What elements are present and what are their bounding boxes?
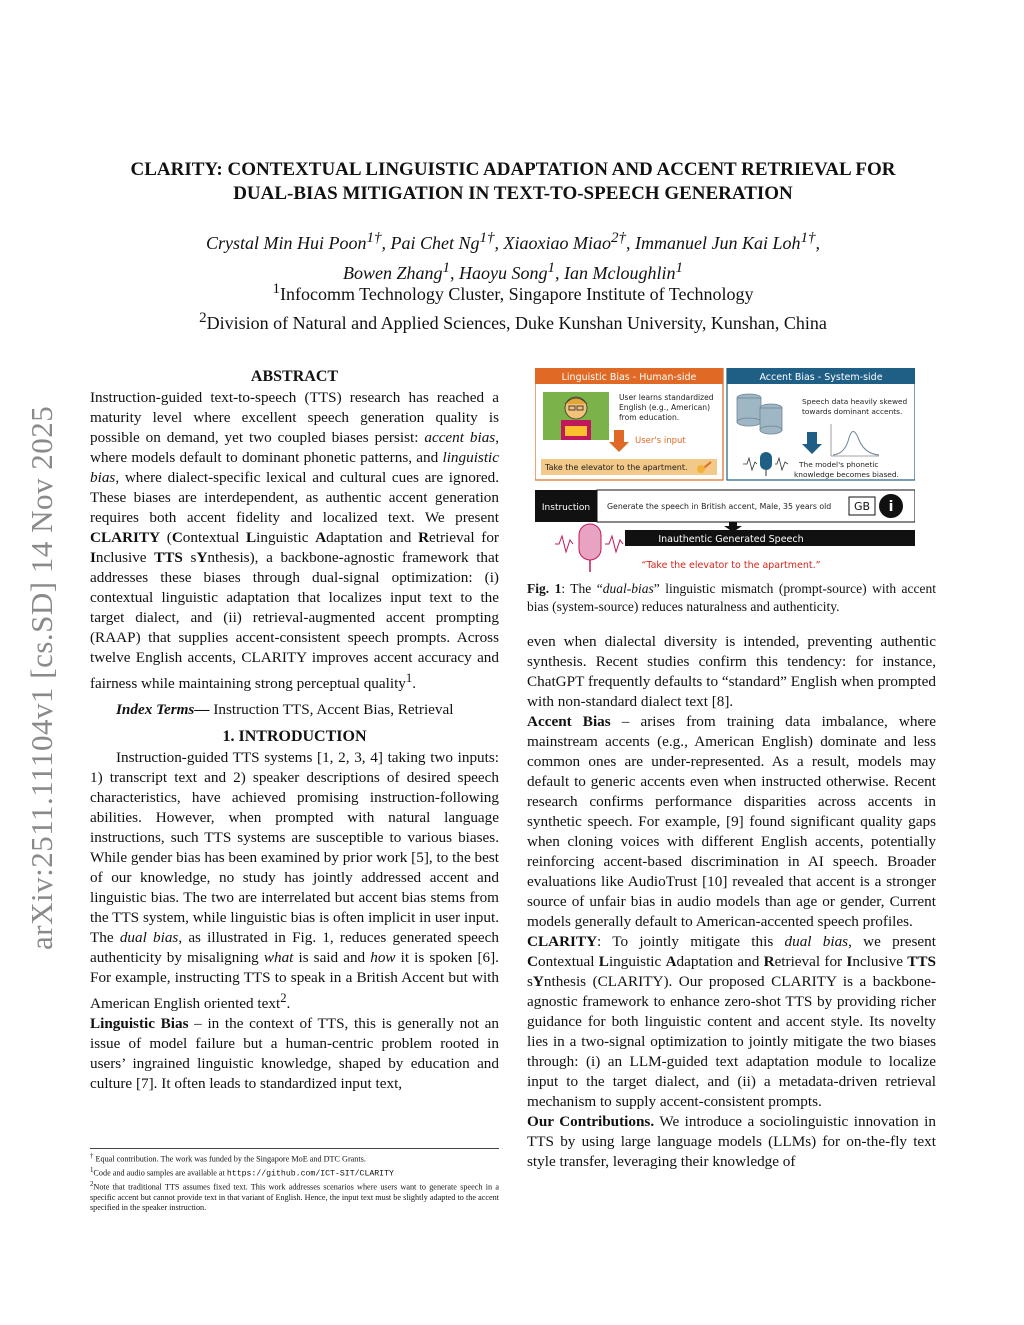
user-avatar-icon xyxy=(543,392,609,440)
affiliation-sup: 1 xyxy=(272,281,280,297)
footnote-symbol: 2 xyxy=(90,1181,94,1189)
text-run: , we present xyxy=(848,933,936,950)
user-text-1: User learns standardized xyxy=(619,393,714,402)
method-name: CLARITY xyxy=(90,529,161,546)
footnote-text: Code and audio samples are available at xyxy=(93,1168,227,1178)
term-accent-bias: accent bias xyxy=(424,429,496,446)
right-panel-title: Accent Bias - System-side xyxy=(759,372,883,383)
info-icon-glyph: i xyxy=(888,499,894,515)
text-run: : To jointly mitigate this xyxy=(597,933,785,950)
text-run: it is spoken [6]. For example, instructing TTS to speak in a British Accent but with American English oriented text xyxy=(90,949,499,1013)
paragraph-label: Our Contributions. xyxy=(527,1113,655,1130)
introduction-heading: 1. INTRODUCTION xyxy=(222,728,367,746)
acronym-letter: Y xyxy=(532,973,544,990)
right-column xyxy=(527,632,936,1172)
accent-bias-paragraph xyxy=(527,712,936,932)
text-run: – in the context of TTS, this is generally not an issue of model failure but a human-centric problem rooted in users’ ingrained linguistic knowledge, shaped by education and culture [7]. It often leads to standardized input text, xyxy=(90,1015,500,1093)
footnote-2 xyxy=(90,1180,499,1213)
acronym-letter: A xyxy=(315,529,327,546)
paragraph-label: Linguistic Bias xyxy=(90,1015,189,1033)
data-text-2: towards dominant accents. xyxy=(802,407,903,416)
speaker-microphone-icon xyxy=(555,524,623,572)
text-run: Instruction-guided text-to-speech (TTS) research has reached a maturity level where excellent speech generation quality is possible on demand, yet two coupled biases persist: xyxy=(90,389,499,446)
intro-paragraph-1 xyxy=(90,748,499,1014)
acronym-letter: R xyxy=(418,529,430,546)
code-link[interactable]: https://github.com/ICT-SIT/CLARITY xyxy=(226,1169,394,1179)
paper-title xyxy=(90,158,936,206)
term-dual-bias: dual-bias xyxy=(602,581,654,596)
text-run: nclusive xyxy=(852,953,908,970)
arxiv-identifier: arXiv:2511.11104v1 [cs.SD] 14 Nov 2025 xyxy=(24,405,59,950)
text-run: : The “ xyxy=(561,581,603,596)
affiliations xyxy=(90,277,936,335)
model-text-1: The model's phonetic xyxy=(799,460,879,469)
text-run: ontextual xyxy=(537,953,599,970)
index-terms-text: Instruction TTS, Accent Bias, Retrieval xyxy=(209,701,454,719)
output-quote: “Take the elevator to the apartment.” xyxy=(641,560,821,571)
author-sup: 1 xyxy=(547,260,556,276)
text-run: s xyxy=(527,973,533,990)
acronym-letter: C xyxy=(171,529,183,546)
text-run: – arises from training data imbalance, where mainstream accents (e.g., American English) dominate and less common ones are under-represented. As a result, models may default to generic accents even when instructed otherwise. Recent research confirms performance disparities across accents in synthetic speech. For example, [9] found significant quality gaps when cloning voices with different English accents, potentially reinforcing accent-based discrimination in AI speech. Broader evaluations like AudioTrust [10] revealed that accent is a stronger source of unfair bias in audio models than age or gender, Current models generally default to American-accented speech profiles. xyxy=(527,713,936,930)
author-sup: 1† xyxy=(800,230,816,246)
text-run: daptation and xyxy=(326,529,419,546)
text-run: nclusive xyxy=(95,549,155,566)
acronym-letter: A xyxy=(665,953,677,970)
term-what: what xyxy=(263,949,294,967)
clarity-paragraph xyxy=(527,932,936,1112)
output-label: Inauthentic Generated Speech xyxy=(658,534,804,545)
author: Immanuel Jun Kai Loh xyxy=(634,233,801,253)
footnote-text: Note that traditional TTS assumes fixed text. This work addresses scenarios where users want to generate speech in a specific accent but cannot provide text in that variant of English. Hence, the input text must be slightly adapted to the accent specified in the speaker instruction. xyxy=(90,1183,499,1213)
contributions-paragraph xyxy=(527,1112,936,1172)
term-dual-bias: dual bias xyxy=(784,933,849,950)
text-run: nthesis), a backbone-agnostic framework that addresses these biases through dual-signal optimization: (i) contextual linguistic adaptation that localizes input text to the target dialect, and (ii) retrieval-augmented accent prompting (RAAP) that supplies accent-consistent speech prompts. Across twelve English accents, CLARITY improves accent accuracy and fairness while maintaining strong perceptual quality xyxy=(90,549,499,693)
text-run: inguistic xyxy=(256,529,316,546)
index-terms-label: Index Terms— xyxy=(116,701,210,719)
acronym-letter: I xyxy=(90,549,96,566)
author-sup: 2† xyxy=(610,230,626,246)
index-terms xyxy=(90,700,499,720)
gb-flag-text: GB xyxy=(853,500,871,513)
user-text-3: from education. xyxy=(619,413,680,422)
footnote-symbol: 1 xyxy=(90,1166,94,1174)
paragraph-label: CLARITY xyxy=(527,933,598,950)
intro-paragraph-continued: even when dialectal diversity is intended, preventing authentic synthesis. Recent studies confirm this tendency: for instance, ChatGPT frequently defaults to “standard” English when prompted with non-standard dialect text [8]. xyxy=(527,633,936,710)
author-sup: 1† xyxy=(479,230,495,246)
footnote-0 xyxy=(90,1152,499,1165)
text-run: daptation and xyxy=(676,953,764,970)
acronym-letter: I xyxy=(846,953,853,970)
affiliation-sup: 2 xyxy=(199,310,207,326)
footnotes xyxy=(90,1148,499,1214)
acronym-letter: TTS xyxy=(154,549,183,566)
title-line-2: DUAL-BIAS MITIGATION IN TEXT-TO-SPEECH GENERATION xyxy=(233,183,793,204)
instruction-text: Generate the speech in British accent, Male, 35 years old xyxy=(607,502,832,511)
term-dual-bias: dual bias xyxy=(119,929,179,947)
left-panel-title: Linguistic Bias - Human-side xyxy=(561,372,697,383)
acronym-letter: L xyxy=(246,529,257,546)
text-run: We introduce a sociolinguistic innovation in TTS by using large language models (LLMs) for on-the-fly text style transfer, leveraging their knowledge of xyxy=(527,1113,936,1170)
acronym-letter: Y xyxy=(196,549,208,566)
author: Crystal Min Hui Poon xyxy=(206,233,367,253)
text-run: is said and xyxy=(293,949,371,967)
author: Pai Chet Ng xyxy=(390,233,480,253)
affiliation-2 xyxy=(90,306,936,335)
text-run: s xyxy=(182,549,197,566)
text-run: . xyxy=(412,675,417,693)
text-run: ( xyxy=(160,529,172,546)
caption-label: Fig. 1 xyxy=(527,581,562,596)
figure-1-diagram xyxy=(535,368,915,578)
acronym-letter: L xyxy=(598,953,609,970)
text-run: nthesis (CLARITY). Our proposed CLARITY is a backbone-agnostic framework to enhance zero-shot TTS by providing richer guidance for both linguistic content and accent style. Its novelty lies in a two-signal optimization to jointly mitigate the two biases through: (i) an LLM-guided text adaptation module to localize input to the target dialect, and (ii) a metadata-driven retrieval mechanism to supply accent-consistent prompts. xyxy=(527,973,936,1110)
footnote-symbol: † xyxy=(90,1153,94,1160)
model-text-2: knowledge becomes biased. xyxy=(794,470,899,479)
text-run: . xyxy=(286,995,291,1013)
affiliation-text: Infocomm Technology Cluster, Singapore Institute of Technology xyxy=(279,284,754,304)
abstract-text xyxy=(90,388,499,694)
acronym-letter: C xyxy=(527,953,538,970)
title-line-1: CLARITY: CONTEXTUAL LINGUISTIC ADAPTATION AND ACCENT RETRIEVAL FOR xyxy=(130,159,896,180)
figure-1-caption xyxy=(527,580,936,616)
instruction-label: Instruction xyxy=(541,503,591,513)
text-run: Instruction-guided TTS systems [1, 2, 3, 4] taking two inputs: 1) transcript text and 2) speaker descriptions of desired speech characteristics, have achieved promising instruction-following abilities. However, when prompted with natural language instructions, such TTS systems are susceptible to various biases. While gender bias has been examined by prior work [5], to the best of our knowledge, no study has jointly addressed accent and linguistic bias. The two are interrelated but accent bias stems from the TTS system, while linguistic bias is often implicit in user input. The xyxy=(90,749,499,947)
author-sup: 1† xyxy=(366,230,382,246)
acronym-letter: R xyxy=(763,953,775,970)
left-column xyxy=(90,368,499,1094)
author: Bowen Zhang xyxy=(343,263,443,283)
text-run: inguistic xyxy=(608,953,666,970)
text-run: etrieval for xyxy=(429,529,499,546)
text-run: ontextual xyxy=(182,529,247,546)
figure-1 xyxy=(535,368,915,578)
author-sup: 1 xyxy=(442,260,451,276)
author: Xiaoxiao Miao xyxy=(503,233,611,253)
acronym-letter: TTS xyxy=(907,953,936,970)
term-linguistic-bias: linguistic bias xyxy=(90,449,499,486)
author-sup: 1 xyxy=(675,260,683,276)
text-run: ” linguistic mismatch (prompt-source) with accent bias (system-source) reduces naturalness and authenticity. xyxy=(527,581,937,614)
affiliation-text: Division of Natural and Applied Sciences, Duke Kunshan University, Kunshan, China xyxy=(206,313,827,333)
user-text-2: English (e.g., American) xyxy=(619,403,711,412)
text-run: , where dialect-specific lexical and cultural cues are ignored. These biases are interdependent, as authentic accent generation requires both accent fidelity and localized text. We present xyxy=(90,469,499,526)
footnote-mark[interactable]: 1 xyxy=(405,671,413,685)
footnote-mark[interactable]: 2 xyxy=(280,991,287,1006)
author: Haoyu Song xyxy=(459,263,548,283)
text-run: , as illustrated in Fig. 1, reduces generated speech authenticity by misaligning xyxy=(90,929,499,967)
affiliation-1 xyxy=(90,277,936,306)
footnote-text: Equal contribution. The work was funded by the Singapore MoE and DTC Grants. xyxy=(93,1154,366,1164)
example-input-text: Take the elevator to the apartment. xyxy=(545,463,688,472)
author: Ian Mcloughlin xyxy=(564,263,676,283)
term-how: how xyxy=(370,949,396,967)
footnote-1 xyxy=(90,1166,499,1180)
paragraph-label: Accent Bias xyxy=(527,713,611,730)
data-text-1: Speech data heavily skewed xyxy=(802,397,908,406)
users-input-label: User's input xyxy=(635,436,686,446)
linguistic-bias-paragraph xyxy=(90,1014,499,1094)
author-list: Crystal Min Hui Poon$^{1\dagger}$, Pai Chet $Ng^{1\dagger}$, Xiaoxiao Miao$^{2\dagger}$, Immanuel Jun Kai Loh$^{1\dagger}$, Bowen Zhang$^1$, Haoyu Song$^1$, Ian Mcloughlin$^1$ xyxy=(206,230,820,283)
text-run: , where models default to dominant phonetic patterns, and xyxy=(90,429,499,466)
text-run: etrieval for xyxy=(774,953,847,970)
abstract-heading: ABSTRACT xyxy=(250,368,339,385)
